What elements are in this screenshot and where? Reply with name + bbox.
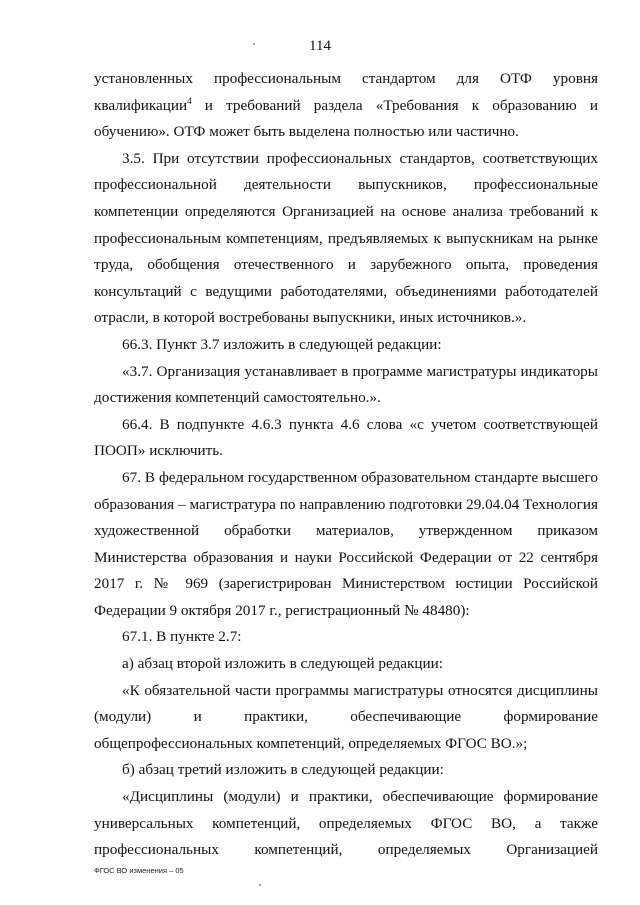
paragraph-10: б) абзац третий изложить в следующей редакции: [122, 761, 444, 779]
paragraph-4: «3.7. Организация устанавливает в программе магистратуры индикаторы достижения компетенций самостоятельно.». [94, 362, 598, 407]
scan-speck [259, 884, 261, 886]
paragraph-11: «Дисциплины (модули) и практики, обеспечивающие формирование универсальных компетенций, определяемых ФГОС ВО, а также профессиональных компетенций, определяемых Организацией [94, 788, 598, 859]
footer-note: ФГОС ВО изменения – 05 [94, 866, 184, 875]
paragraph-1 [94, 66, 598, 146]
paragraph-9: «К обязательной части программы магистратуры относятся дисциплины (модули) и практики, обеспечивающие формирование общепрофессиональных компетенций, определяемых ФГОС ВО.»; [94, 681, 598, 752]
paragraph-3: 66.3. Пункт 3.7 изложить в следующей редакции: [122, 335, 442, 353]
scan-speck [253, 43, 255, 45]
paragraph-text: установленных профессиональным стандартом для ОТФ уровня квалификации [94, 70, 598, 114]
paragraph-8: а) абзац второй изложить в следующей редакции: [122, 655, 444, 673]
document-body [94, 66, 598, 864]
footnote-reference[interactable]: 4 [187, 95, 192, 106]
paragraph-5: 66.4. В подпункте 4.6.3 пункта 4.6 слова «с учетом соответствующей ПООП» исключить. [94, 415, 598, 460]
paragraph-text-tail: и требований раздела «Требования к образованию и обучению». ОТФ может быть выделена полностью или частично. [94, 96, 598, 141]
page-number: 114 [309, 38, 331, 54]
paragraph-7: 67.1. В пункте 2.7: [122, 628, 242, 646]
paragraph-2: 3.5. При отсутствии профессиональных стандартов, соответствующих профессиональной деятельности выпускников, профессиональные компетенции определяются Организацией на основе анализа требований к профессиональным компетенциям, предъявляемых к выпускникам на рынке труда, обобщения отечественного и зарубежного опыта, проведения консультаций с ведущими работодателями, объединениями работодателей отрасли, в которой востребованы выпускники, иных источников.». [94, 149, 598, 327]
paragraph-6: 67. В федеральном государственном образовательном стандарте высшего образования – магистратура по направлению подготовки 29.04.04 Технология художественной обработки материалов, утвержденном приказом Министерства образования и науки Российской Федерации от 22 сентября 2017 г. № 969 (зарегистрирован Министерством юстиции Российской Федерации 9 октября 2017 г., регистрационный № 48480): [94, 468, 598, 619]
